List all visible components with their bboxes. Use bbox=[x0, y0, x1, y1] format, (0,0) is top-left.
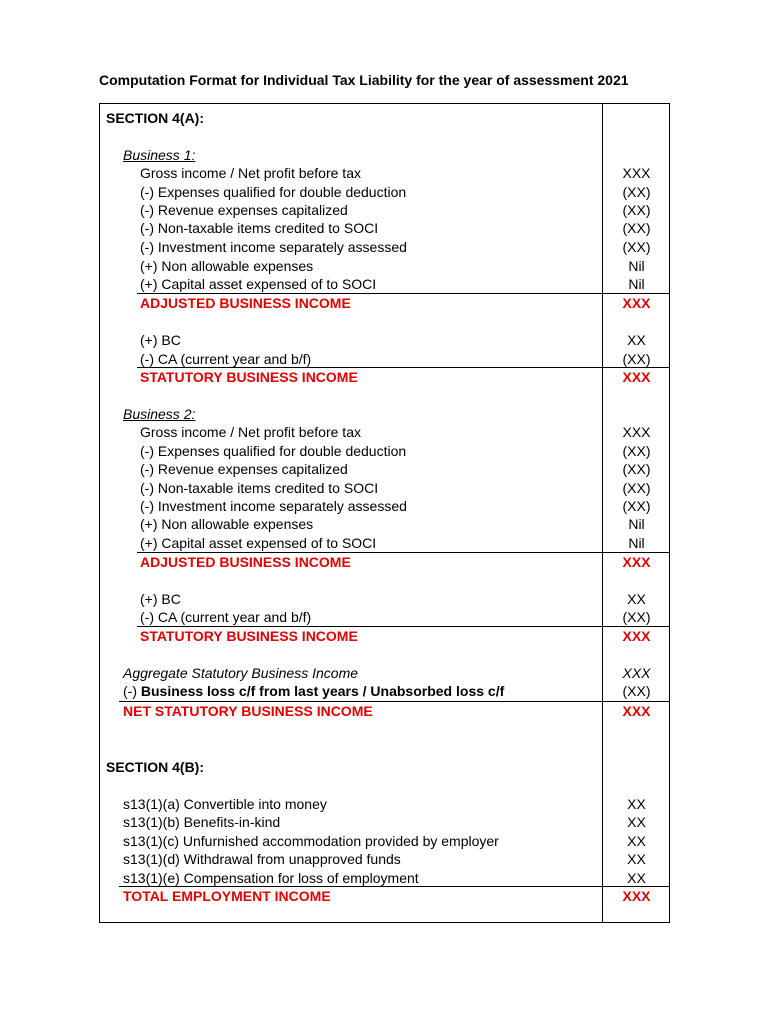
business1-row-label: (+) Capital asset expensed of to SOCI bbox=[140, 276, 377, 292]
business1-row-value: (XX) bbox=[622, 220, 651, 236]
business2-ca-value: (XX) bbox=[622, 609, 651, 625]
business2-row-value: XXX bbox=[622, 424, 651, 440]
section-b-row-value: XX bbox=[627, 833, 646, 849]
business2-row-label: Gross income / Net profit before tax bbox=[140, 424, 361, 440]
section-b-row-value: XX bbox=[627, 814, 646, 830]
net-statutory-label: NET STATUTORY BUSINESS INCOME bbox=[123, 703, 373, 719]
business1-row-value: (XX) bbox=[622, 202, 651, 218]
loss-prefix: (-) bbox=[123, 683, 141, 699]
business2-adjusted-value: XXX bbox=[622, 554, 651, 570]
section-b-row-label: s13(1)(a) Convertible into money bbox=[123, 796, 327, 812]
business1-ca-value: (XX) bbox=[622, 351, 651, 367]
loss-line bbox=[123, 682, 504, 700]
section-a-heading: SECTION 4(A): bbox=[106, 110, 204, 126]
business2-row-label: (-) Investment income separately assessed bbox=[140, 498, 407, 514]
business2-row-value: (XX) bbox=[622, 480, 651, 496]
section-b-row-label: s13(1)(c) Unfurnished accommodation provided by employer bbox=[123, 833, 499, 849]
section-b-heading: SECTION 4(B): bbox=[106, 759, 204, 775]
net-statutory-value: XXX bbox=[622, 703, 651, 719]
business1-row-label: (-) Non-taxable items credited to SOCI bbox=[140, 220, 379, 236]
business2-row-value: Nil bbox=[628, 535, 645, 551]
total-employment-label: TOTAL EMPLOYMENT INCOME bbox=[123, 888, 331, 904]
business2-bc-label: (+) BC bbox=[140, 591, 181, 607]
business2-row-value: (XX) bbox=[622, 498, 651, 514]
business1-row-label: (-) Investment income separately assessed bbox=[140, 239, 407, 255]
business1-row-label: Gross income / Net profit before tax bbox=[140, 165, 361, 181]
business2-row-label: (-) Expenses qualified for double deduction bbox=[140, 443, 407, 459]
business1-row-label: (+) Non allowable expenses bbox=[140, 258, 314, 274]
business1-adjusted-label: ADJUSTED BUSINESS INCOME bbox=[140, 295, 351, 311]
business2-row-label: (+) Non allowable expenses bbox=[140, 516, 314, 532]
total-employment-value: XXX bbox=[622, 888, 651, 904]
business1-ca-label: (-) CA (current year and b/f) bbox=[140, 351, 312, 367]
business2-label: Business 2: bbox=[123, 406, 196, 422]
business2-row-label: (-) Non-taxable items credited to SOCI bbox=[140, 480, 379, 496]
section-b-row-label: s13(1)(d) Withdrawal from unapproved funds bbox=[123, 851, 401, 867]
business2-adjusted-label: ADJUSTED BUSINESS INCOME bbox=[140, 554, 351, 570]
business2-row-label: (+) Capital asset expensed of to SOCI bbox=[140, 535, 377, 551]
business2-row-value: (XX) bbox=[622, 443, 651, 459]
business2-row-value: (XX) bbox=[622, 461, 651, 477]
business1-label: Business 1: bbox=[123, 147, 196, 163]
business2-statutory-value: XXX bbox=[622, 628, 651, 644]
business2-bc-value: XX bbox=[627, 591, 646, 607]
loss-value: (XX) bbox=[622, 683, 651, 699]
loss-label: Business loss c/f from last years / Unabsorbed loss c/f bbox=[140, 683, 505, 699]
section-b-row-value: XX bbox=[627, 870, 646, 886]
business1-statutory-label: STATUTORY BUSINESS INCOME bbox=[140, 369, 358, 385]
business1-row-value: XXX bbox=[622, 165, 651, 181]
business1-row-value: (XX) bbox=[622, 184, 651, 200]
business1-statutory-value: XXX bbox=[622, 369, 651, 385]
business1-bc-label: (+) BC bbox=[140, 332, 181, 348]
aggregate-label: Aggregate Statutory Business Income bbox=[123, 665, 359, 681]
business1-bc-value: XX bbox=[627, 332, 646, 348]
business1-row-label: (-) Revenue expenses capitalized bbox=[140, 202, 348, 218]
aggregate-value: XXX bbox=[622, 665, 651, 681]
business1-row-value: Nil bbox=[628, 276, 645, 292]
business2-row-label: (-) Revenue expenses capitalized bbox=[140, 461, 348, 477]
business2-ca-label: (-) CA (current year and b/f) bbox=[140, 609, 312, 625]
business1-row-label: (-) Expenses qualified for double deduction bbox=[140, 184, 407, 200]
section-b-row-label: s13(1)(b) Benefits-in-kind bbox=[123, 814, 281, 830]
section-b-row-label: s13(1)(e) Compensation for loss of employment bbox=[123, 870, 419, 886]
section-b-row-value: XX bbox=[627, 796, 646, 812]
business2-row-value: Nil bbox=[628, 516, 645, 532]
business1-row-value: Nil bbox=[628, 258, 645, 274]
business1-row-value: (XX) bbox=[622, 239, 651, 255]
business2-statutory-label: STATUTORY BUSINESS INCOME bbox=[140, 628, 358, 644]
business1-adjusted-value: XXX bbox=[622, 295, 651, 311]
document-title: Computation Format for Individual Tax Liability for the year of assessment 2021 bbox=[99, 72, 629, 88]
section-b-row-value: XX bbox=[627, 851, 646, 867]
